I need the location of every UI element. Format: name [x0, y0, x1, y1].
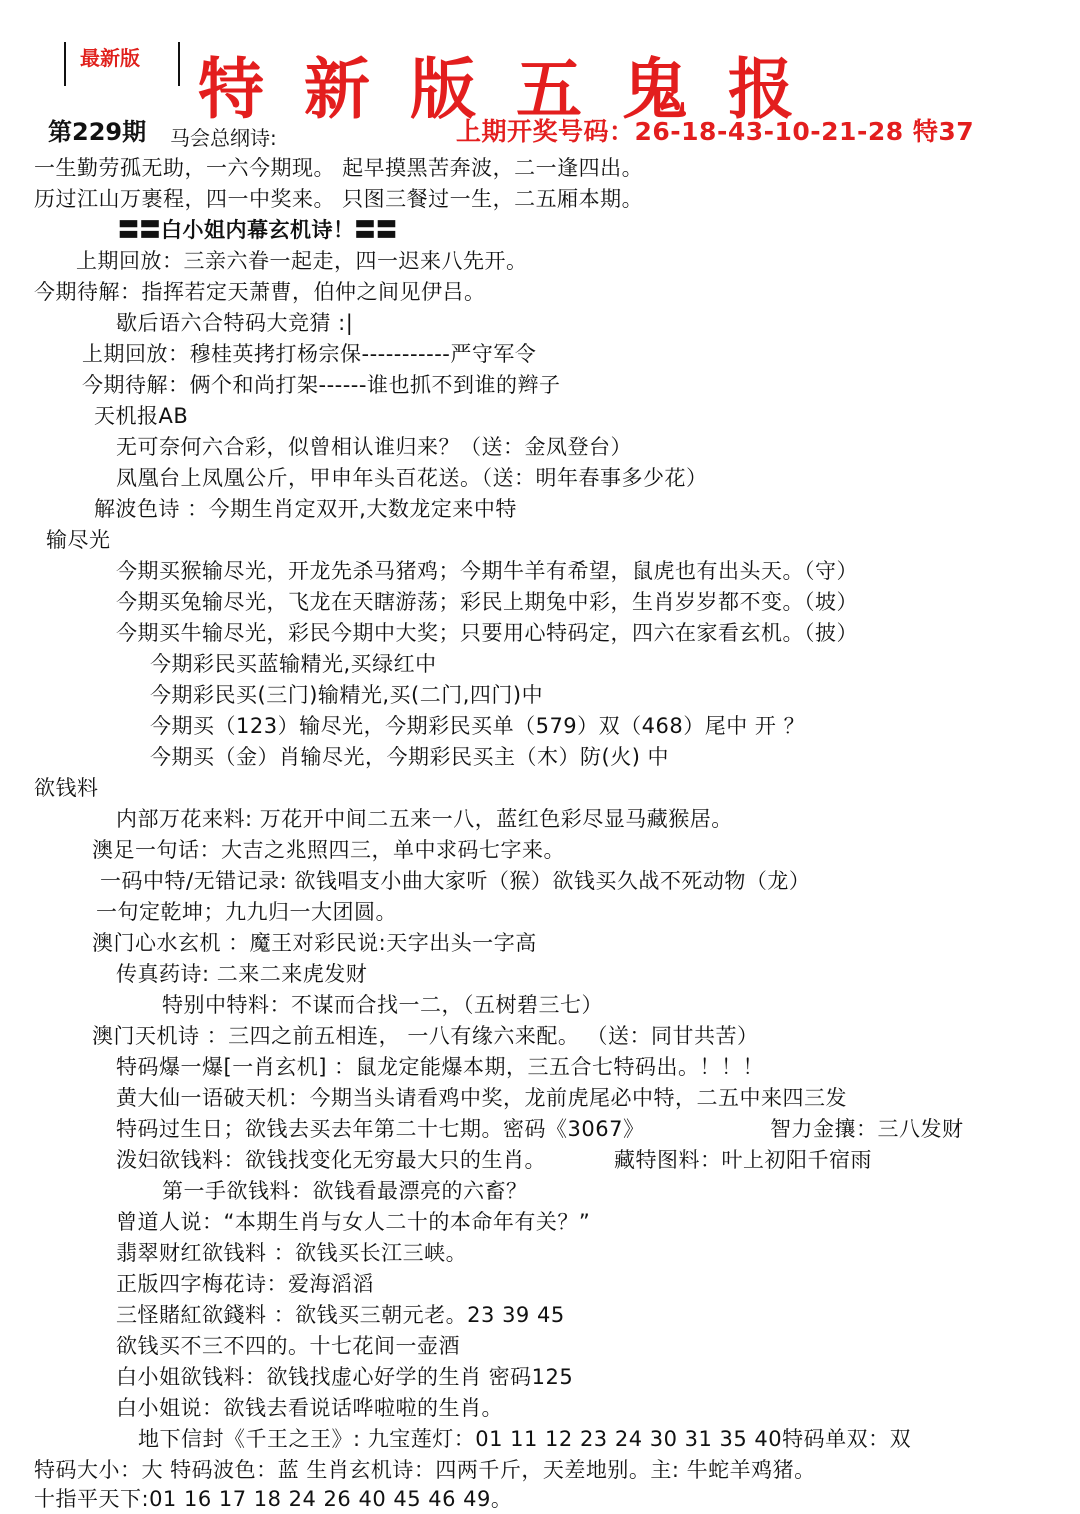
- text-line: 第一手欲钱料：欲钱看最漂亮的六畜？: [162, 1179, 528, 1203]
- header-left-bar: [64, 42, 66, 86]
- section-heading: 天机报AB: [94, 404, 189, 428]
- latest-edition-badge: 最新版: [80, 46, 140, 70]
- text-line: 正版四字梅花诗：爱海滔滔: [116, 1272, 374, 1296]
- text-line: 澳足一句话：大吉之兆照四三，单中求码七字来。: [92, 838, 565, 862]
- section-heading: 欲钱料: [34, 776, 99, 800]
- text-line: 十指平天下:01 16 17 18 24 26 40 45 46 49。: [34, 1487, 513, 1511]
- text-line: 凤凰台上凤凰公斤，甲申年头百花送。（送：明年春事多少花）: [116, 466, 708, 490]
- text-line: 泼妇欲钱料：欲钱找变化无穷最大只的生肖。: [116, 1148, 546, 1172]
- text-line: 欲钱买不三不四的。十七花间一壶酒: [116, 1334, 460, 1358]
- text-line: 今期待解：俩个和尚打架------谁也抓不到谁的辫子: [82, 373, 561, 397]
- text-line: 无可奈何六合彩，似曾相认谁归来？（送：金凤登台）: [116, 435, 632, 459]
- issue-number: 第229期: [48, 118, 147, 146]
- text-line: 澳门天机诗 ：三四之前五相连， 一八有缘六来配。 （送：同甘共苦）: [92, 1024, 759, 1048]
- section-heading: 输尽光: [46, 528, 111, 552]
- previous-draw-result: 上期开奖号码：26-18-43-10-21-28 特37: [456, 117, 975, 146]
- text-line: 特码过生日；欲钱去买去年第二十七期。密码《3067》: [116, 1117, 645, 1141]
- text-line: 白小姐欲钱料：欲钱找虚心好学的生肖 密码125: [116, 1365, 574, 1389]
- text-line: 今期买（金）肖输尽光，今期彩民买主（木）防(火) 中: [150, 745, 670, 769]
- text-line: 特码大小：大 特码波色：蓝 生肖玄机诗：四两千斤，天差地别。主: 牛蛇羊鸡猪。: [34, 1458, 816, 1482]
- text-line: 三怪賭紅欲錢料 ：欲钱买三朝元老。23 39 45: [116, 1303, 565, 1327]
- side-note: 智力金攘：三八发财: [770, 1117, 964, 1141]
- text-line: 今期待解：指挥若定天萧曹，伯仲之间见伊吕。: [34, 280, 486, 304]
- text-line: 一句定乾坤；九九归一大团圆。: [96, 900, 397, 924]
- text-line: 今期彩民买蓝输精光,买绿红中: [150, 652, 437, 676]
- text-line: 澳门心水玄机 ：魔王对彩民说:天字出头一字高: [92, 931, 537, 955]
- text-line: 黄大仙一语破天机：今期当头请看鸡中奖，龙前虎尾必中特，二五中来四三发: [116, 1086, 847, 1110]
- text-line: 上期回放：三亲六眷一起走，四一迟来八先开。: [76, 249, 528, 273]
- text-line: 一生勤劳孤无助，一六今期现。 起早摸黑苦奔波，二一逢四出。: [34, 156, 644, 180]
- text-line: 今期买牛输尽光，彩民今期中大奖；只要用心特码定，四六在家看玄机。（披）: [116, 621, 858, 645]
- text-line: 曾道人说：“本期生肖与女人二十的本命年有关？”: [116, 1210, 591, 1234]
- text-line: 歇后语六合特码大竞猜 :|: [116, 311, 354, 335]
- text-line: 翡翠财红欲钱料 ：欲钱买长江三峡。: [116, 1241, 468, 1265]
- text-line: 一码中特/无错记录: 欲钱唱支小曲大家听（猴）欲钱买久战不死动物（龙）: [100, 869, 811, 893]
- poem-heading: 马会总纲诗:: [170, 126, 277, 150]
- text-line: 今期彩民买(三门)输精光,买(二门,四门)中: [150, 683, 544, 707]
- text-line: 特码爆一爆[一肖玄机] ：鼠龙定能爆本期，三五合七特码出。！！！: [116, 1055, 765, 1079]
- text-line: 今期买（123）输尽光，今期彩民买单（579）双（468）尾中 开 ？: [150, 714, 806, 738]
- text-line: 今期买猴输尽光，开龙先杀马猪鸡；今期牛羊有希望，鼠虎也有出头天。（守）: [116, 559, 858, 583]
- section-heading: 〓〓白小姐内幕玄机诗！〓〓: [118, 218, 398, 242]
- text-line: 解波色诗 ：今期生肖定双开,大数龙定来中特: [94, 497, 517, 521]
- text-line: 上期回放：穆桂英拷打杨宗保-----------严守军令: [82, 342, 537, 366]
- text-line: 地下信封《千王之王》: 九宝莲灯：01 11 12 23 24 30 31 35 40特码单双：双: [138, 1427, 912, 1451]
- text-line: 今期买兔输尽光，飞龙在天瞎游荡；彩民上期兔中彩，生肖岁岁都不变。（坡）: [116, 590, 858, 614]
- text-line: 白小姐说：欲钱去看说话哗啦啦的生肖。: [116, 1396, 503, 1420]
- text-line: 历过江山万裹程，四一中奖来。 只图三餐过一生，二五厢本期。: [34, 187, 644, 211]
- header-divider-bar: [178, 42, 180, 86]
- text-line: 内部万花来料: 万花开中间二五来一八，蓝红色彩尽显马藏猴居。: [116, 807, 733, 831]
- side-note: 藏特图料：叶上初阳千宿雨: [614, 1148, 872, 1172]
- text-line: 传真药诗: 二来二来虎发财: [116, 962, 368, 986]
- page-title: 特新版五鬼报: [198, 50, 834, 128]
- text-line: 特别中特料：不谋而合找一二，（五树碧三七）: [162, 993, 603, 1017]
